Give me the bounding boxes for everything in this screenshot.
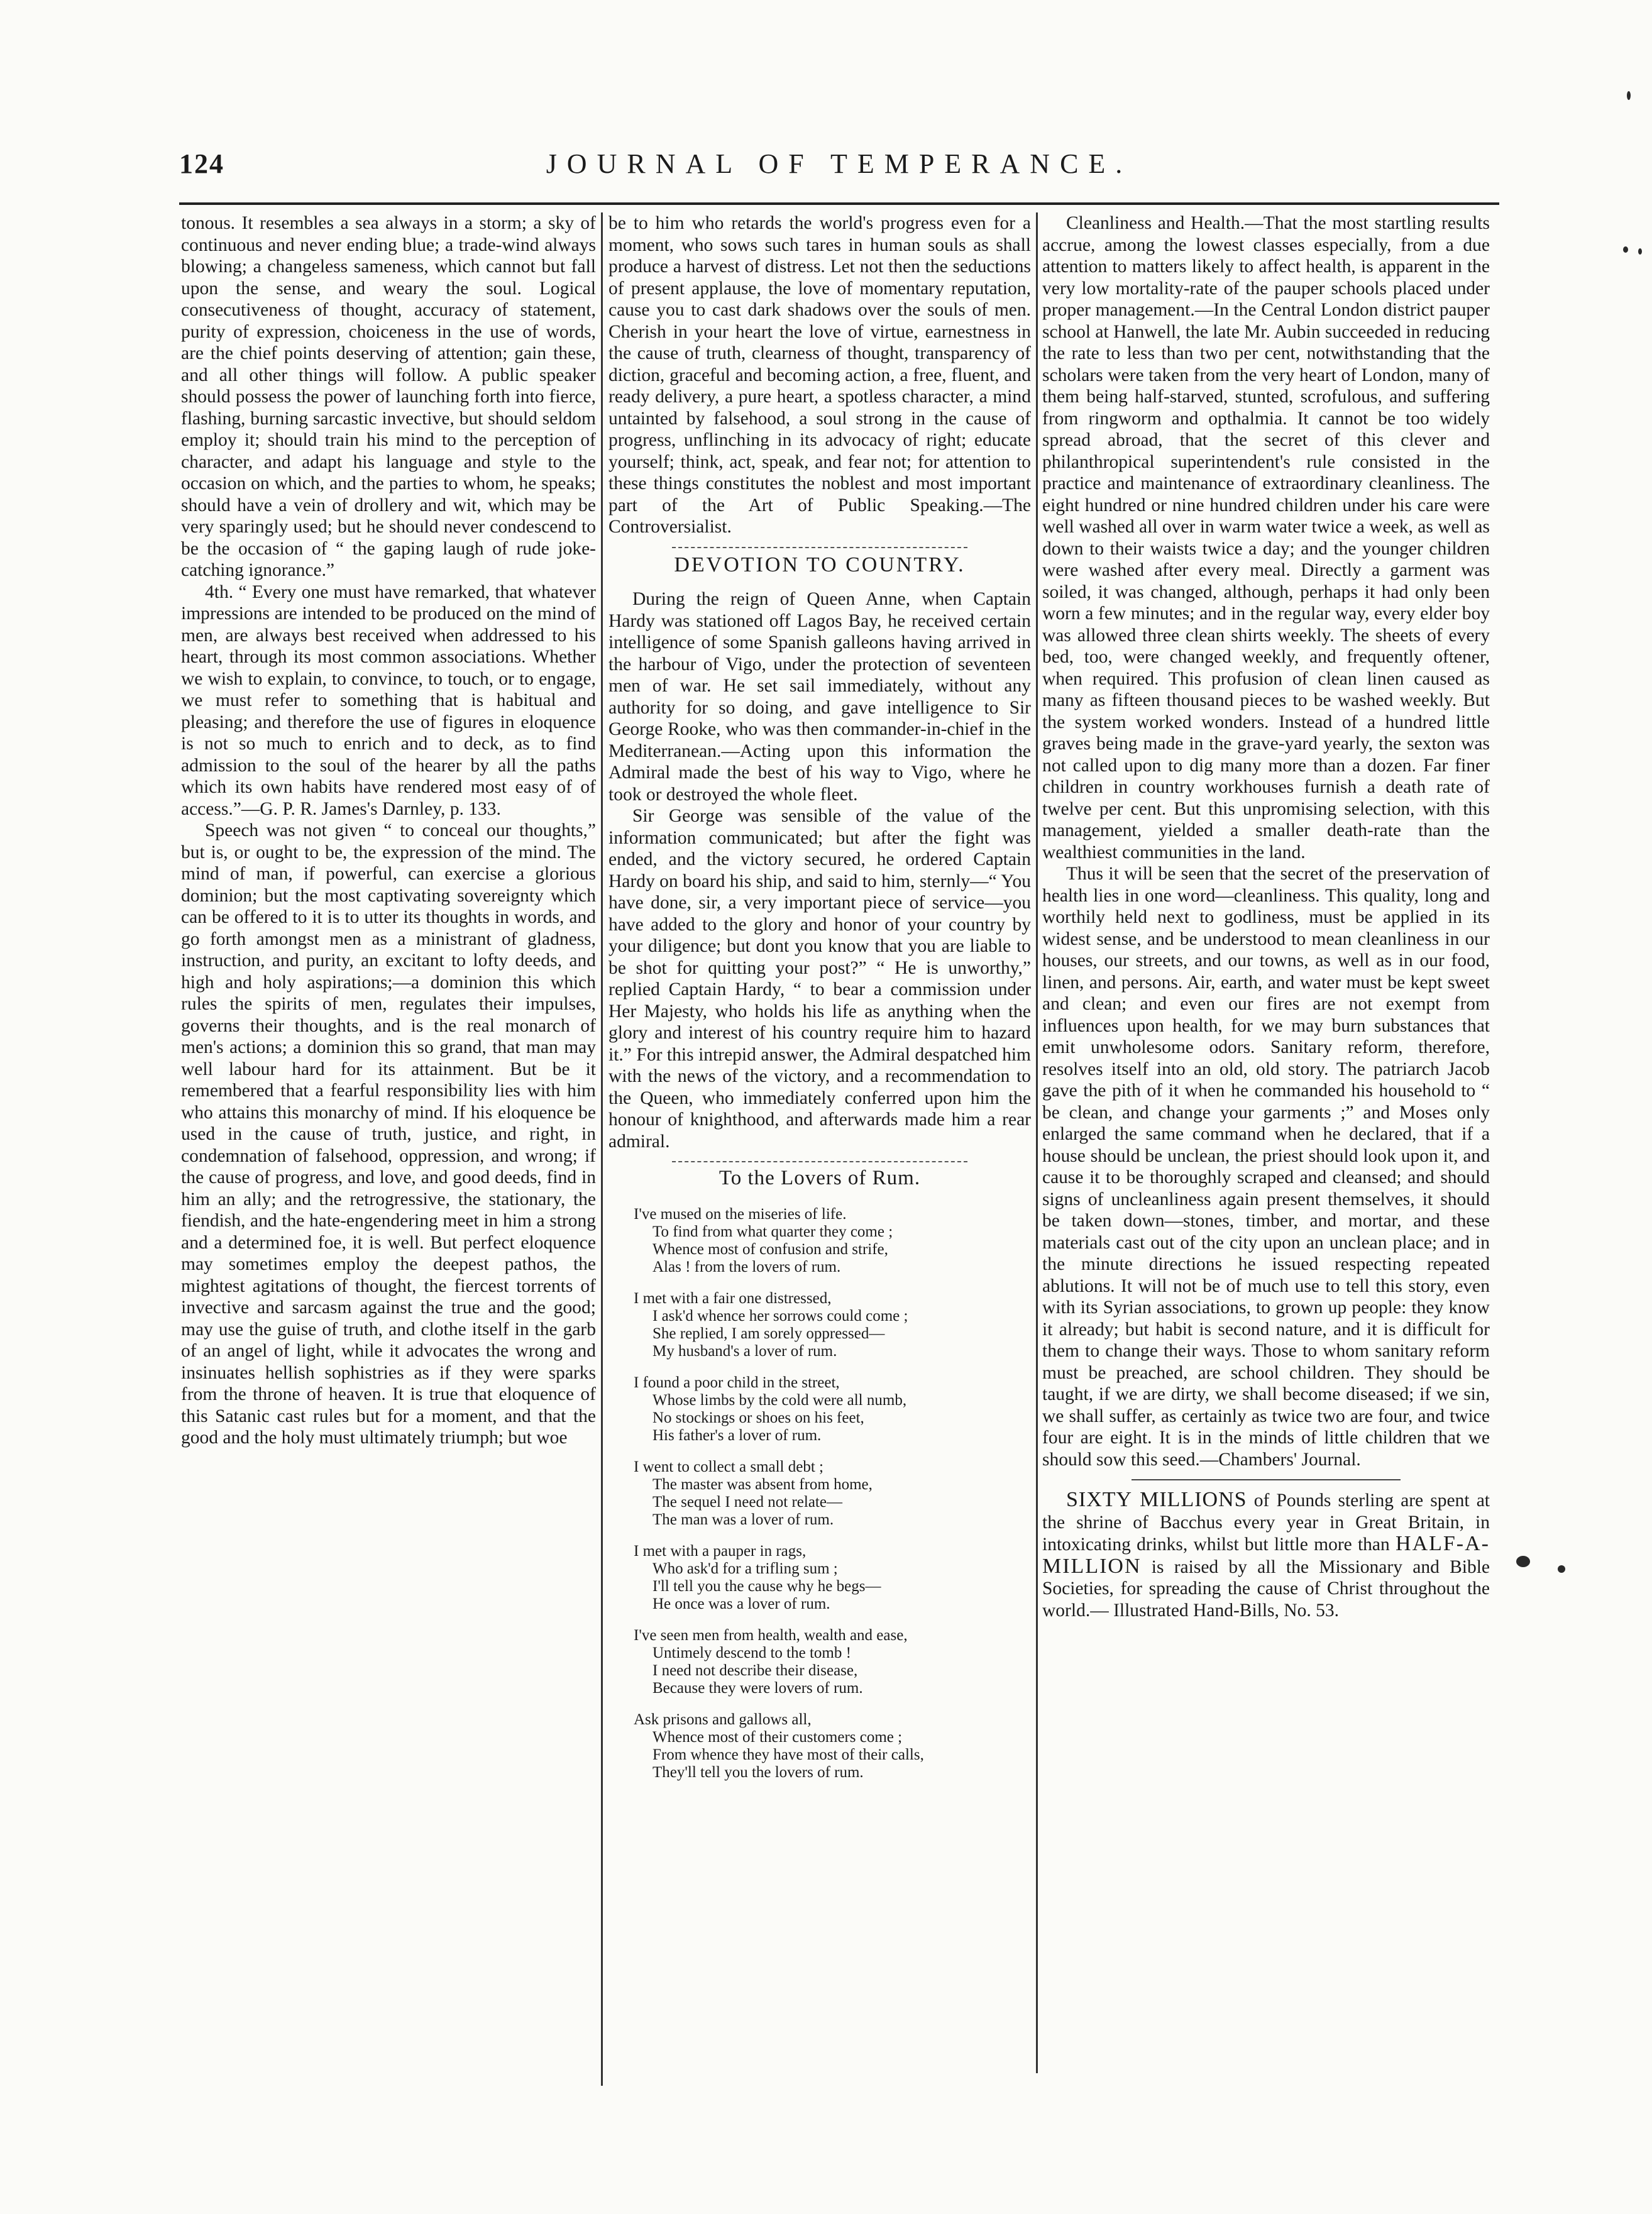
poem-line: No stockings or shoes on his feet, bbox=[653, 1409, 864, 1426]
poem-stanza bbox=[608, 1543, 1031, 1613]
page-header bbox=[179, 148, 1499, 198]
poem-line: The man was a lover of rum. bbox=[653, 1511, 834, 1528]
poem-line: Untimely descend to the tomb ! bbox=[653, 1644, 851, 1661]
poem-line: My husband's a lover of rum. bbox=[653, 1342, 837, 1360]
poem-line: I met with a pauper in rags, bbox=[634, 1542, 807, 1560]
column-2-paragraph-3: Sir George was sensible of the value of the information communicated; but after the fight was ended, and the victory secured, he ordered Captain Hardy on board his ship, and said to him, sternly—“ You have done, sir, a very important piece of service—you have added to the glory and honor of your country by your diligence; but dont you know that you are liable to be shot for quitting your post?” “ He is unworthy,” replied Captain Hardy, “ to bear a commission under Her Majesty, who holds his life as anything when the glory and interest of his country require him to hazard it.” For this intrepid answer, the Admiral despatched him with the news of the victory, and a recommendation to the Queen, who immediately conferred upon him the honour of knighthood, and afterwards made him a rear admiral. bbox=[608, 806, 1031, 1152]
poem-line: Because they were lovers of rum. bbox=[653, 1679, 863, 1697]
poem-line: To find from what quarter they come ; bbox=[653, 1223, 893, 1240]
poem-title: To the Lovers of Rum. bbox=[719, 1167, 921, 1189]
poem-line: I ask'd whence her sorrows could come ; bbox=[653, 1307, 908, 1325]
header-rule bbox=[179, 202, 1499, 205]
scan-speck bbox=[1623, 246, 1628, 253]
poem-line: I went to collect a small debt ; bbox=[634, 1458, 823, 1475]
ornamental-rule bbox=[672, 1161, 967, 1162]
poem-line: I found a poor child in the street, bbox=[634, 1374, 840, 1391]
poem-line: The master was absent from home, bbox=[653, 1475, 873, 1493]
poem-line: His father's a lover of rum. bbox=[653, 1426, 822, 1444]
poem-line: She replied, I am sorely oppressed— bbox=[653, 1325, 885, 1342]
poem-line: Whence most of confusion and strife, bbox=[653, 1240, 888, 1258]
notice-lead: SIXTY MILLIONS bbox=[1066, 1488, 1247, 1511]
poem-stanza bbox=[608, 1458, 1031, 1529]
scan-speck bbox=[1516, 1556, 1530, 1567]
poem-line: Ask prisons and gallows all, bbox=[634, 1710, 812, 1728]
section-title-devotion: DEVOTION TO COUNTRY. bbox=[674, 553, 966, 576]
poem-line: Whence most of their customers come ; bbox=[653, 1728, 903, 1746]
poem-stanza bbox=[608, 1206, 1031, 1276]
column-3-paragraph-2: Thus it will be seen that the secret of the preservation of health lies in one word—cleanliness. This quality, long and worthily held next to godliness, must be applied in its widest sense, and be understood to mean cleanliness in our houses, our streets, and our towns, as well as in our food, linen, and persons. Air, earth, and water must be kept sweet and clean; and even our fires are not exempt from influences upon health, for we may burn substances that emit unwholesome odors. Sanitary reform, therefore, resolves itself into an old, old story. The patriarch Jacob gave the pith of it when he commanded his household to “ be clean, and change your garments ;” and Moses only enlarged the same command when he declared, that if a house should be unclean, the priest should look upon it, and cause it to be thoroughly scraped and cleansed; and should signs of uncleanliness again present themselves, it should be taken down—stones, timber, and mortar, and these materials cast out of the city upon an unclean place; and in the minute directions he issued respecting repeated ablutions. It will not be of much use to tell this story, even with its Syrian associations, to grown up people: they know it already; but habit is second nature, and it is difficult for them to change their ways. Those to whom sanitary reform must be preached, are school children. They should be taught, if we are dirty, we shall become diseased; if we sin, we shall suffer, as certainly as twice two are four, and twice four are eight. It is in the minds of little children that we should sow this seed.—Chambers' Journal. bbox=[1042, 864, 1490, 1470]
poem-line: I've seen men from health, wealth and ease, bbox=[634, 1626, 908, 1644]
poem-line: Whose limbs by the cold were all numb, bbox=[653, 1391, 907, 1409]
poem-line: From whence they have most of their calls, bbox=[653, 1746, 924, 1763]
page-number: 124 bbox=[179, 148, 224, 179]
column-1-paragraph-1: tonous. It resembles a sea always in a storm; a sky of continuous and never ending blue; a trade-wind always blowing; a changeless sameness, which cannot but fall upon the sense, and weary the soul. Logical consecutiveness of thought, accuracy of statement, purity of expression, choiceness in the use of words, are the chief points deserving of attention; gain these, and all other things will follow. A public speaker should possess the power of launching forth into fierce, flashing, burning sarcastic invective, but should seldom employ it; should train his mind to the perception of character, and adapt his language and style to the occasion on which, and the parties to whom, he speaks; should have a vein of drollery and wit, which may be very sparingly used; but he should never condescend to be the occasion of “ the gaping laugh of rude joke-catching ignorance.” bbox=[181, 213, 596, 580]
poem-line: I met with a fair one distressed, bbox=[634, 1289, 832, 1307]
ornamental-rule bbox=[672, 547, 967, 548]
column-3-paragraph-1: Cleanliness and Health.—That the most startling results accrue, among the lowest classes especially, from a due attention to matters likely to affect health, is apparent in the very low mortality-rate of the pauper schools placed under proper management.—In the Central London district pauper school at Hanwell, the late Mr. Aubin succeeded in reducing the rate to less than two per cent, notwithstanding that the scholars were taken from the very heart of London, many of them being half-starved, stunted, scrofulous, and suffering from ringworm and opthalmia. It cannot be too widely spread abroad, that the secret of this clever and philanthropical superintendent's rule consisted in the practice and maintenance of extraordinary cleanliness. The eight hundred or nine hundred children under his care were well washed all over in warm water twice a week, as well as down to their waists twice a day; and the younger children were washed after every meal. Directly a garment was soiled, it was changed, although, perhaps it had only been worn a few minutes; and in the regular way, every elder boy was allowed three clean shirts weekly. The sheets of every bed, too, were changed weekly, and frequently oftener, when required. This profusion of clean linen caused as many as fifteen thousand pieces to be washed weekly. But the system worked wonders. Instead of a hundred little graves being made in the grave-yard yearly, the sexton was not called upon to dig many more than a dozen. Far finer children in country workhouses furnish a death rate of twelve per cent. But this unpromising selection, with this management, yielded a smaller death-rate than the wealthiest communities in the land. bbox=[1042, 213, 1490, 862]
column-divider-2 bbox=[1036, 212, 1038, 2073]
column-3 bbox=[1042, 212, 1490, 2023]
column-2 bbox=[608, 212, 1031, 2098]
scan-speck bbox=[1558, 1565, 1565, 1573]
poem-line: He once was a lover of rum. bbox=[653, 1595, 830, 1612]
scan-speck bbox=[1627, 91, 1631, 100]
notice-caps: HALF-A-MILLION bbox=[1042, 1532, 1490, 1578]
poem-line: I've mused on the miseries of life. bbox=[634, 1205, 847, 1223]
column-divider-1 bbox=[601, 212, 603, 2086]
poem bbox=[608, 1206, 1031, 1782]
ornamental-rule bbox=[1132, 1479, 1400, 1480]
scan-speck bbox=[1638, 248, 1642, 255]
poem-line: The sequel I need not relate— bbox=[653, 1493, 842, 1511]
poem-line: Alas ! from the lovers of rum. bbox=[653, 1258, 841, 1275]
poem-stanza bbox=[608, 1627, 1031, 1697]
column-1 bbox=[181, 212, 596, 2111]
poem-line: They'll tell you the lovers of rum. bbox=[653, 1763, 864, 1781]
poem-stanza bbox=[608, 1374, 1031, 1445]
journal-title: JOURNAL OF TEMPERANCE. bbox=[546, 148, 1133, 179]
notice-paragraph bbox=[1042, 1489, 1490, 1621]
poem-line: I need not describe their disease, bbox=[653, 1661, 858, 1679]
column-2-paragraph-1: be to him who retards the world's progress even for a moment, who sows such tares in human souls as shall produce a harvest of distress. Let not then the seductions of present applause, the love of momentary reputation, cause you to cast dark shadows over the souls of men. Cherish in your heart the love of virtue, earnestness in the cause of truth, clearness of thought, transparency of diction, graceful and becoming action, a free, fluent, and ready delivery, a pure heart, a spotless character, a mind untainted by falsehood, a soul strong in the cause of progress, unflinching in its advocacy of right; educate yourself; think, act, speak, and fear not; for attention to these things constitutes the noblest and most important part of the Art of Public Speaking.—The Controversialist. bbox=[608, 213, 1031, 537]
poem-line: Who ask'd for a trifling sum ; bbox=[653, 1560, 838, 1577]
poem-line: I'll tell you the cause why he begs— bbox=[653, 1577, 881, 1595]
notice-text-b: is raised by all the Missionary and Bible Societies, for spreading the cause of Christ throughout the world.— Illustrated Hand-Bills, No. 53. bbox=[1042, 1556, 1490, 1621]
poem-stanza bbox=[608, 1711, 1031, 1782]
column-2-paragraph-2: During the reign of Queen Anne, when Captain Hardy was stationed off Lagos Bay, he received certain intelligence of some Spanish galleons having arrived in the harbour of Vigo, under the protection of seventeen men of war. He set sail immediately, without any authority for so doing, and gave intelligence to Sir George Rooke, who was then commander-in-chief in the Mediterranean.—Acting upon this information the Admiral made the best of his way to Vigo, where he took or destroyed the whole fleet. bbox=[608, 589, 1031, 805]
notice-text-a: of Pounds sterling are spent at the shrine of Bacchus every year in Great Britain, in intoxicating drinks, whilst but little more than bbox=[1042, 1490, 1490, 1555]
column-1-paragraph-3: Speech was not given “ to conceal our thoughts,” but is, or ought to be, the expression of the mind. The mind of man, if powerful, can exercise a glorious dominion; but the most captivating sovereignty which can be offered to it is to utter its thoughts in words, and go forth amongst men as a ministrant of gladness, instruction, and purity, an excitant to lofty deeds, and high and holy aspirations;—a dominion this which rules the spirits of men, regulates their impulses, governs their thoughts, and is the real monarch of men's actions; a dominion this so grand, that man may well labour hard for its attainment. But be it remembered that a fearful responsibility lies with him who attains this monarchy of mind. If his eloquence be used in the cause of truth, justice, and right, in condemnation of falsehood, oppression, and wrong; if the cause of progress, and love, and good deeds, find in him an ally; and the retrogressive, the stationary, the fiendish, and the hate-engendering meet in him a strong and a determined foe, it is well. But perfect eloquence may sometimes employ the deepest pathos, the mightest agitations of thought, the fiercest torrents of invective and sarcasm against the true and the good; may use the guise of truth, and clothe itself in the garb of an angel of light, while it advocates the wrong and insinuates hellish sophistries as if they were sparks from the throne of heaven. It is true that eloquence of this Satanic cast rules but for a moment, and that the good and the holy must ultimately triumph; but woe bbox=[181, 820, 596, 1448]
poem-stanza bbox=[608, 1290, 1031, 1360]
column-1-paragraph-2: 4th. “ Every one must have remarked, that whatever impressions are intended to be produced on the mind of men, are always best received when addressed to his heart, through its most common associations. Whether we wish to explain, to convince, to touch, or to engage, we must refer to something that is habitual and pleasing; and therefore the use of figures in eloquence is not so much to enrich and to deck, as to find admission to the soul of the hearer by all the paths which its own habits have rendered most easy of of access.”—G. P. R. James's Darnley, p. 133. bbox=[181, 581, 596, 819]
